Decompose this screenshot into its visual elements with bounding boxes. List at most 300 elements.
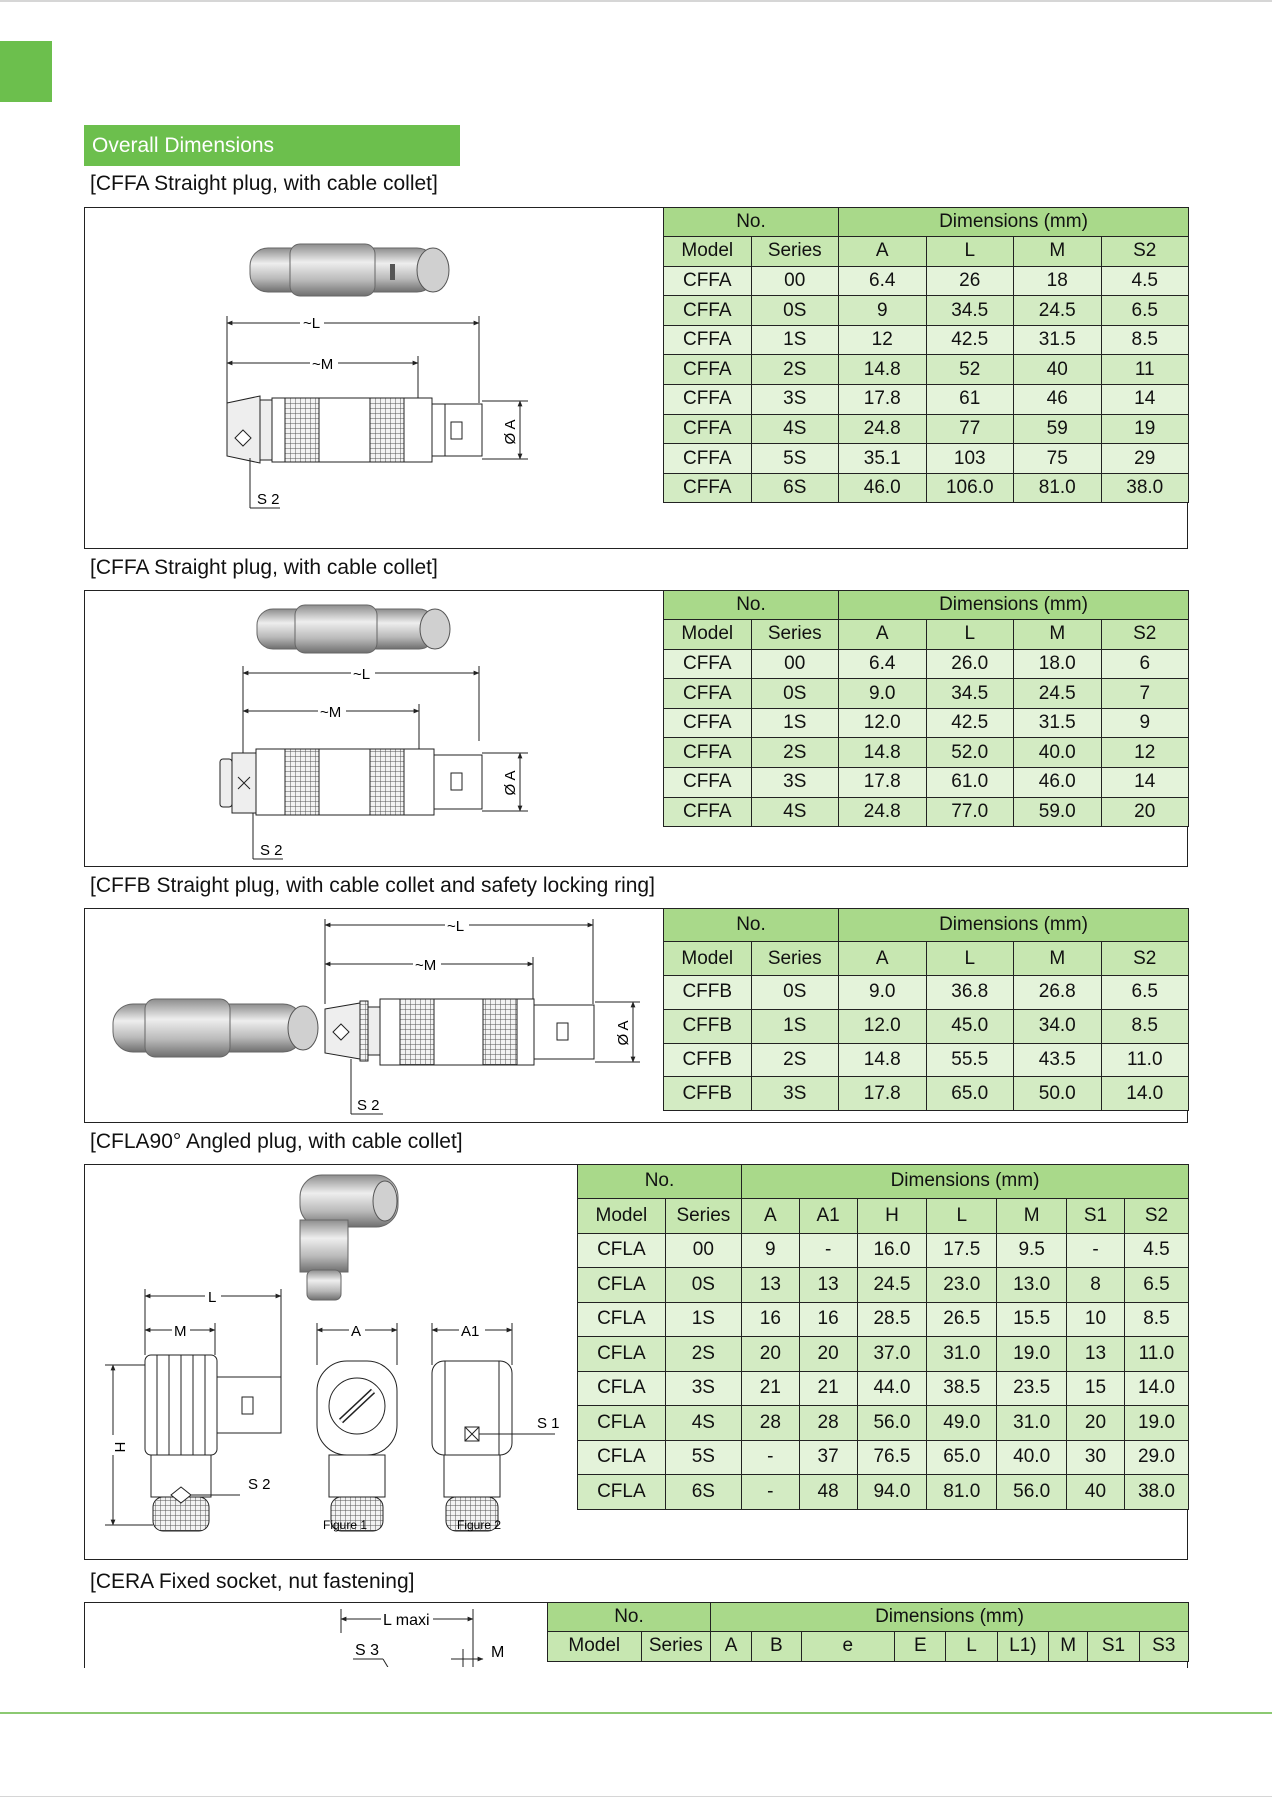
table-cell: 4.5 [1101,266,1189,296]
table-cell: 31.5 [1014,325,1102,355]
header-no: No. [664,908,839,942]
table-cell: 77.0 [926,797,1014,827]
dim-A1-label: A1 [461,1323,480,1340]
figure2-label: Figure 2 [456,1518,502,1532]
table-row [664,976,1189,1010]
table-cell: 14 [1101,768,1189,798]
column-header: H [857,1199,927,1234]
column-header: A [839,620,927,650]
table-cell: 38.0 [1101,473,1189,503]
table-cell: CFFA [664,296,752,326]
table-cell: 48 [799,1475,857,1510]
table-cell: 44.0 [857,1371,927,1406]
table-cell: 65.0 [926,1077,1014,1111]
cffb-table [663,908,1189,1112]
table-cell: 0S [751,976,839,1010]
table-cell: 8 [1067,1268,1125,1303]
table-cell: 61.0 [926,768,1014,798]
table-cell: 34.0 [1014,1009,1102,1043]
table-cell: 77 [926,414,1014,444]
header-no: No. [578,1164,742,1199]
table-cell: 00 [751,266,839,296]
table-cell: 4S [751,797,839,827]
dim-S2-label: S 2 [257,491,280,508]
table-row [664,738,1189,768]
table-cell: 3S [751,385,839,415]
header-dimensions: Dimensions (mm) [741,1164,1188,1199]
table-cell: 40.0 [997,1440,1067,1475]
figure1-label: Figure 1 [322,1518,368,1532]
table-cell: 23.5 [997,1371,1067,1406]
table-cell: 5S [665,1440,741,1475]
table-cell: CFFA [664,473,752,503]
dim-S3-label: S 3 [355,1642,380,1659]
column-header: L [926,237,1014,267]
table-cell: 9.5 [997,1233,1067,1268]
table-cell: 59.0 [1014,797,1102,827]
table-cell: 81.0 [1014,473,1102,503]
table-cell: 52 [926,355,1014,385]
cfla-angled-drawing [85,1165,577,1559]
table-cell: 49.0 [927,1406,997,1441]
table-cell: 42.5 [926,708,1014,738]
dim-A-label-4: A [351,1323,362,1340]
table-cell: CFFB [664,1077,752,1111]
table-row [664,473,1189,503]
table-cell: 6 [1101,649,1189,679]
table-cell: 37.0 [857,1337,927,1372]
table-row [664,1043,1189,1077]
table-cell: CFFA [664,708,752,738]
table-cell: 17.8 [839,768,927,798]
table-cell: CFLA [578,1302,666,1337]
table-cell: 14.8 [839,1043,927,1077]
column-header: M [1049,1632,1088,1662]
dim-L-label-4: L [208,1289,217,1306]
table-cell: CFLA [578,1337,666,1372]
column-header: B [752,1632,801,1662]
dim-S2-label-3: S 2 [357,1097,380,1114]
cffb-plug-drawing [85,909,663,1122]
column-header: S2 [1101,620,1189,650]
table-cell: 10 [1067,1302,1125,1337]
table-row [578,1233,1189,1268]
column-header: Series [665,1199,741,1234]
table-cell: CFFA [664,738,752,768]
table-cell: 19.0 [997,1337,1067,1372]
table-cell: 59 [1014,414,1102,444]
table-cell: 1S [665,1302,741,1337]
column-header: M [1014,620,1102,650]
table-cell: CFLA [578,1268,666,1303]
table-cell: 0S [751,679,839,709]
table-cell: 14.0 [1101,1077,1189,1111]
table-cell: 46.0 [839,473,927,503]
cffa-plug-drawing [85,208,663,548]
table-cell: 15.5 [997,1302,1067,1337]
table-cell: 103 [926,444,1014,474]
table-cell: 28 [799,1406,857,1441]
table-cell: CFFB [664,1043,752,1077]
table-cell: 106.0 [926,473,1014,503]
column-header: L [927,1199,997,1234]
table-cell: - [799,1233,857,1268]
table-row [664,1009,1189,1043]
column-header: M [1014,237,1102,267]
table-cell: 56.0 [997,1475,1067,1510]
table-cell: 61 [926,385,1014,415]
table-row [664,385,1189,415]
header-no: No. [664,207,839,237]
dim-A-label: Ø A [502,419,519,445]
table-row [664,768,1189,798]
table-cell: 3S [751,768,839,798]
table-cell: 12 [1101,738,1189,768]
column-header: S1 [1088,1632,1139,1662]
cffa-2-block [84,590,1188,867]
table-row [578,1371,1189,1406]
table-cell: 23.0 [927,1268,997,1303]
table-cell: CFFA [664,679,752,709]
table-cell: 20 [741,1337,799,1372]
column-header: L1) [997,1632,1048,1662]
table-cell: CFFA [664,414,752,444]
table-cell: 9 [1101,708,1189,738]
table-cell: 8.5 [1101,1009,1189,1043]
table-cell: 0S [665,1268,741,1303]
table-cell: 6.4 [839,649,927,679]
table-cell: 8.5 [1124,1302,1188,1337]
table-cell: 14 [1101,385,1189,415]
column-header: Model [578,1199,666,1234]
column-header: Series [641,1632,710,1662]
table-row [664,414,1189,444]
table-cell: 26.5 [927,1302,997,1337]
table-cell: 75 [1014,444,1102,474]
table-cell: 12 [839,325,927,355]
column-header: A1 [799,1199,857,1234]
table-cell: 1S [751,325,839,355]
dim-L-label-3: ~L [447,918,465,935]
table-row [578,1302,1189,1337]
table-cell: 21 [799,1371,857,1406]
table-cell: 8.5 [1101,325,1189,355]
column-header: A [839,237,927,267]
column-header: Model [664,237,752,267]
table-cell: 2S [751,738,839,768]
table-cell: 13 [741,1268,799,1303]
table-cell: 21 [741,1371,799,1406]
table-cell: 65.0 [927,1440,997,1475]
table-cell: 55.5 [926,1043,1014,1077]
column-header: M [997,1199,1067,1234]
dim-L-label-2: ~L [353,666,371,683]
table-row [664,325,1189,355]
table-cell: 3S [751,1077,839,1111]
table-cell: 56.0 [857,1406,927,1441]
table-cell: 9.0 [839,679,927,709]
table-cell: CFLA [578,1371,666,1406]
connector-photo [250,244,449,296]
table-cell: 31.5 [1014,708,1102,738]
table-cell: CFLA [578,1406,666,1441]
cfla-table [577,1164,1189,1510]
table-cell: 14.0 [1124,1371,1188,1406]
table-cell: 46 [1014,385,1102,415]
table-cell: 6S [665,1475,741,1510]
table-cell: 34.5 [926,679,1014,709]
table-cell: - [741,1440,799,1475]
table-cell: 11.0 [1101,1043,1189,1077]
table-cell: 2S [751,1043,839,1077]
table-cell: 12.0 [839,708,927,738]
table-cell: 14.8 [839,738,927,768]
table-cell: CFLA [578,1475,666,1510]
footer-rule-2 [0,1796,1272,1797]
top-rule [0,0,1272,2]
table-cell: 42.5 [926,325,1014,355]
column-header: A [839,942,927,976]
header-no: No. [548,1602,711,1632]
angled-connector-photo [300,1175,398,1300]
table-cell: 26.0 [926,649,1014,679]
table-cell: 38.0 [1124,1475,1188,1510]
table-cell: 26.8 [1014,976,1102,1010]
table-row [578,1268,1189,1303]
table-cell: CFFA [664,355,752,385]
table-cell: 20 [1067,1406,1125,1441]
dim-S1-label: S 1 [537,1415,560,1432]
table-cell: CFFA [664,385,752,415]
table-cell: 5S [751,444,839,474]
table-cell: 12.0 [839,1009,927,1043]
dim-A-label-2: Ø A [502,770,519,796]
table-row [664,679,1189,709]
column-header: S2 [1124,1199,1188,1234]
dim-Mnut-label: M [491,1644,505,1661]
table-cell: 11 [1101,355,1189,385]
table-cell: 6.5 [1101,976,1189,1010]
corner-tab [0,41,52,102]
column-header: S2 [1101,942,1189,976]
table-cell: 36.8 [926,976,1014,1010]
table-cell: 24.8 [839,414,927,444]
table-row [664,708,1189,738]
dim-S2-label-4: S 2 [248,1476,271,1493]
header-dimensions: Dimensions (mm) [839,207,1189,237]
table-cell: 9.0 [839,976,927,1010]
cera-block [84,1602,1188,1668]
table-cell: CFFA [664,797,752,827]
table-cell: 20 [799,1337,857,1372]
table-cell: 4.5 [1124,1233,1188,1268]
table-cell: 40 [1014,355,1102,385]
table-cell: 0S [751,296,839,326]
dim-Lmaxi-label: L maxi [383,1612,430,1629]
dim-M-label-4: M [174,1323,187,1340]
footer-rule [0,1712,1272,1714]
table-cell: 40.0 [1014,738,1102,768]
cffb-block [84,908,1188,1123]
table-cell: 11.0 [1124,1337,1188,1372]
table-cell: 17.8 [839,1077,927,1111]
table-cell: 7 [1101,679,1189,709]
table-cell: 94.0 [857,1475,927,1510]
caption-cfla: [CFLA90° Angled plug, with cable collet] [90,1130,463,1153]
column-header: Model [548,1632,642,1662]
table-row [664,797,1189,827]
table-cell: 2S [665,1337,741,1372]
column-header: Model [664,620,752,650]
table-cell: 29 [1101,444,1189,474]
table-cell: 50.0 [1014,1077,1102,1111]
table-cell: 19 [1101,414,1189,444]
column-header: E [895,1632,946,1662]
table-cell: 1S [751,708,839,738]
table-row [578,1337,1189,1372]
table-cell: 13 [799,1268,857,1303]
table-cell: 17.8 [839,385,927,415]
column-header: L [926,942,1014,976]
table-cell: 43.5 [1014,1043,1102,1077]
header-dimensions: Dimensions (mm) [711,1602,1189,1632]
column-header: S2 [1101,237,1189,267]
table-cell: CFFA [664,266,752,296]
table-cell: 76.5 [857,1440,927,1475]
table-cell: CFFB [664,1009,752,1043]
table-row [664,355,1189,385]
table-row [664,649,1189,679]
caption-cffa-1: [CFFA Straight plug, with cable collet] [90,172,438,195]
table-cell: CFFB [664,976,752,1010]
cera-table [547,1602,1189,1662]
header-no: No. [664,590,839,620]
dim-M-label: ~M [312,356,334,373]
table-cell: 6.4 [839,266,927,296]
dim-M-label-3: ~M [415,957,437,974]
table-cell: CFFA [664,768,752,798]
connector-photo-3 [113,999,318,1057]
table-cell: 31.0 [927,1337,997,1372]
column-header: Model [664,942,752,976]
table-cell: 15 [1067,1371,1125,1406]
column-header: Series [751,620,839,650]
column-header: M [1014,942,1102,976]
table-cell: 31.0 [997,1406,1067,1441]
table-cell: 14.8 [839,355,927,385]
table-cell: 00 [665,1233,741,1268]
table-cell: 18 [1014,266,1102,296]
header-dimensions: Dimensions (mm) [839,590,1189,620]
table-cell: 24.8 [839,797,927,827]
cera-socket-drawing [85,1603,547,1667]
table-cell: 9 [839,296,927,326]
dim-A-label-3: Ø A [615,1020,632,1046]
table-cell: 40 [1067,1475,1125,1510]
table-cell: 17.5 [927,1233,997,1268]
table-cell: 46.0 [1014,768,1102,798]
table-row [664,1077,1189,1111]
table-cell: CFLA [578,1233,666,1268]
table-row [664,444,1189,474]
table-cell: 18.0 [1014,649,1102,679]
table-row [578,1475,1189,1510]
dim-M-label-2: ~M [320,704,342,721]
table-cell: 45.0 [926,1009,1014,1043]
table-cell: 6S [751,473,839,503]
table-cell: 1S [751,1009,839,1043]
column-header: e [801,1632,895,1662]
table-cell: 34.5 [926,296,1014,326]
table-cell: CFFA [664,444,752,474]
cffa-1-table [663,207,1189,504]
header-dimensions: Dimensions (mm) [839,908,1189,942]
cffa-plug-drawing-2 [85,591,663,866]
column-header: S1 [1067,1199,1125,1234]
table-row [664,296,1189,326]
caption-cffa-2: [CFFA Straight plug, with cable collet] [90,556,438,579]
table-cell: 00 [751,649,839,679]
table-cell: 28 [741,1406,799,1441]
connector-photo-2 [257,605,450,653]
table-row [578,1406,1189,1441]
caption-cffb: [CFFB Straight plug, with cable collet and safety locking ring] [90,874,655,897]
table-cell: CFLA [578,1440,666,1475]
table-cell: 24.5 [1014,679,1102,709]
column-header: A [741,1199,799,1234]
cfla-block [84,1164,1188,1560]
table-cell: 13.0 [997,1268,1067,1303]
table-cell: 28.5 [857,1302,927,1337]
table-cell: 37 [799,1440,857,1475]
table-cell: 16.0 [857,1233,927,1268]
column-header: S3 [1139,1632,1188,1662]
table-cell: CFFA [664,325,752,355]
column-header: Series [751,237,839,267]
table-cell: 20 [1101,797,1189,827]
table-cell: 26 [926,266,1014,296]
cffa-1-block [84,207,1188,549]
table-cell: 81.0 [927,1475,997,1510]
dim-H-label: H [111,1441,128,1453]
table-cell: 6.5 [1124,1268,1188,1303]
table-cell: 52.0 [926,738,1014,768]
dim-S2-label-2: S 2 [260,842,283,859]
table-cell: 2S [751,355,839,385]
table-cell: 4S [751,414,839,444]
table-cell: 19.0 [1124,1406,1188,1441]
column-header: L [926,620,1014,650]
caption-cera: [CERA Fixed socket, nut fastening] [90,1570,415,1593]
table-row [664,266,1189,296]
table-cell: - [1067,1233,1125,1268]
dim-L-label: ~L [303,315,321,332]
table-cell: 3S [665,1371,741,1406]
table-cell: 35.1 [839,444,927,474]
section-title: Overall Dimensions [84,125,460,166]
table-cell: 6.5 [1101,296,1189,326]
column-header: A [711,1632,752,1662]
table-cell: 24.5 [857,1268,927,1303]
table-cell: 38.5 [927,1371,997,1406]
table-row [578,1440,1189,1475]
table-cell: - [741,1475,799,1510]
table-cell: 30 [1067,1440,1125,1475]
table-cell: 4S [665,1406,741,1441]
table-cell: 29.0 [1124,1440,1188,1475]
table-cell: CFFA [664,649,752,679]
table-cell: 13 [1067,1337,1125,1372]
